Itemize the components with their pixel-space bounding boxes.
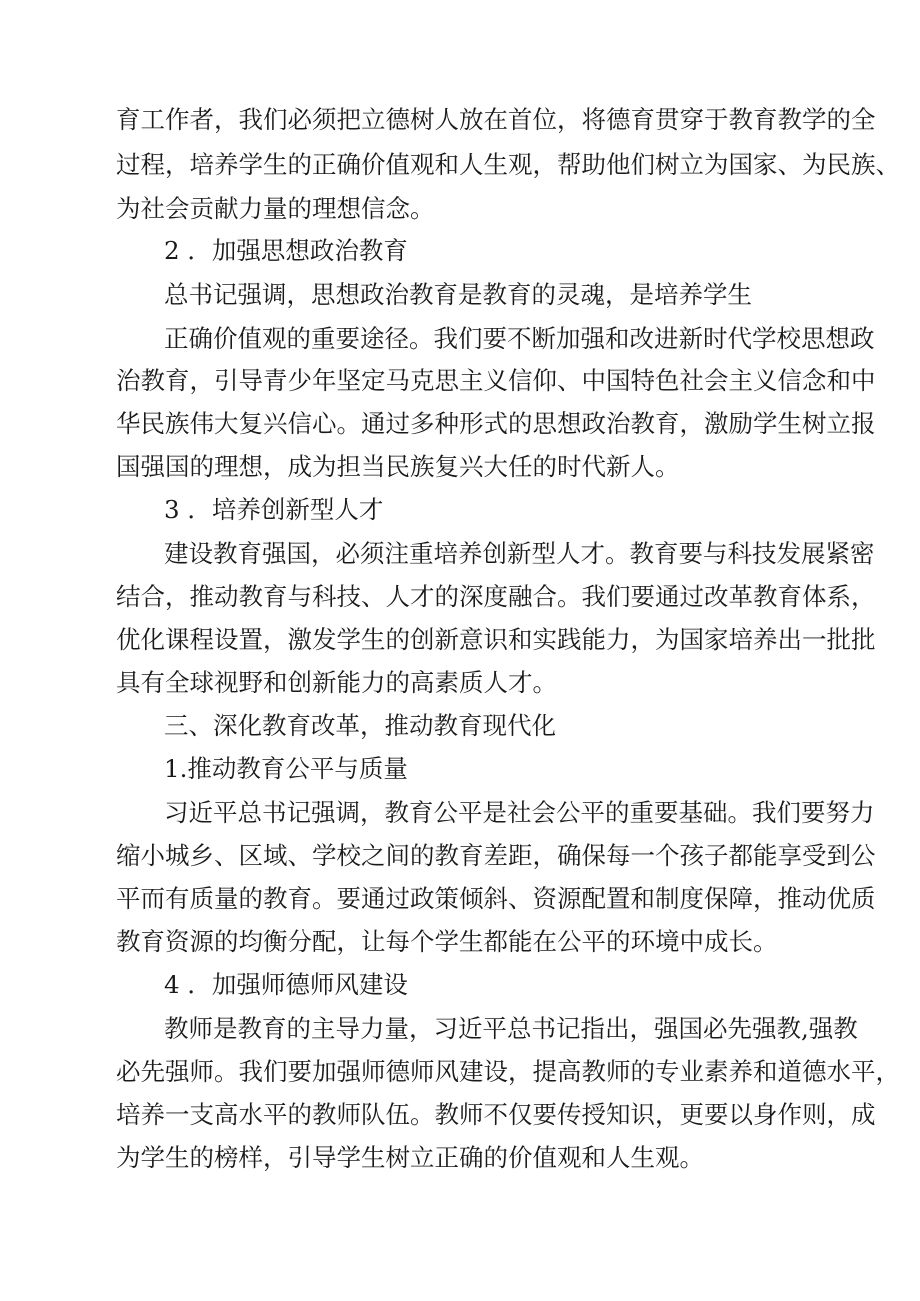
text-line: 结合，推动教育与科技、人才的深度融合。我们要通过改革教育体系， [116,582,876,611]
text-line: 正确价值观的重要途径。我们要不断加强和改进新时代学校思想政 [164,324,875,353]
text-line: 国强国的理想，成为担当民族复兴大任的时代新人。 [116,452,680,481]
text-line: 总书记强调，思想政治教育是教育的灵魂，是培养学生 [164,280,752,309]
text-line: 教育资源的均衡分配，让每个学生都能在公平的环境中成长。 [116,927,778,956]
text-line: 为学生的榜样，引导学生树立正确的价值观和人生观。 [116,1143,704,1172]
chapter-heading: 三、深化教育改革，推动教育现代化 [164,711,556,740]
text-line: 教师是教育的主导力量，习近平总书记指出，强国必先强教,强教 [164,1014,858,1043]
text-line: 优化课程设置，激发学生的创新意识和实践能力，为国家培养出一批批 [116,625,876,654]
text-line: 治教育，引导青少年坚定马克思主义信仰、中国特色社会主义信念和中 [116,366,876,395]
section-heading: 3 ．培养创新型人才 [164,495,384,524]
text-line: 过程，培养学生的正确价值观和人生观，帮助他们树立为国家、为民族、 [116,150,900,179]
text-line: 习近平总书记强调，教育公平是社会公平的重要基础。我们要努力 [164,798,875,827]
section-heading: 1.推动教育公平与质量 [164,754,408,783]
text-line: 华民族伟大复兴信心。通过多种形式的思想政治教育，激励学生树立报 [116,409,876,438]
text-line: 缩小城乡、区域、学校之间的教育差距，确保每一个孩子都能享受到公 [116,841,876,870]
text-line: 具有全球视野和创新能力的高素质人才。 [116,668,557,697]
text-line: 建设教育强国，必须注重培养创新型人才。教育要与科技发展紧密 [164,539,875,568]
text-line: 培养一支高水平的教师队伍。教师不仅要传授知识，更要以身作则，成 [116,1100,876,1129]
text-line: 平而有质量的教育。要通过政策倾斜、资源配置和制度保障，推动优质 [116,884,876,913]
text-line: 为社会贡献力量的理想信念。 [116,194,435,223]
text-line: 育工作者，我们必须把立德树人放在首位，将德育贯穿于教育教学的全 [116,105,876,134]
section-heading: 4 ．加强师德师风建设 [164,970,408,999]
text-line: 必先强师。我们要加强师德师风建设，提高教师的专业素养和道德水平， [116,1057,900,1086]
section-heading: 2 ．加强思想政治教育 [164,236,408,265]
